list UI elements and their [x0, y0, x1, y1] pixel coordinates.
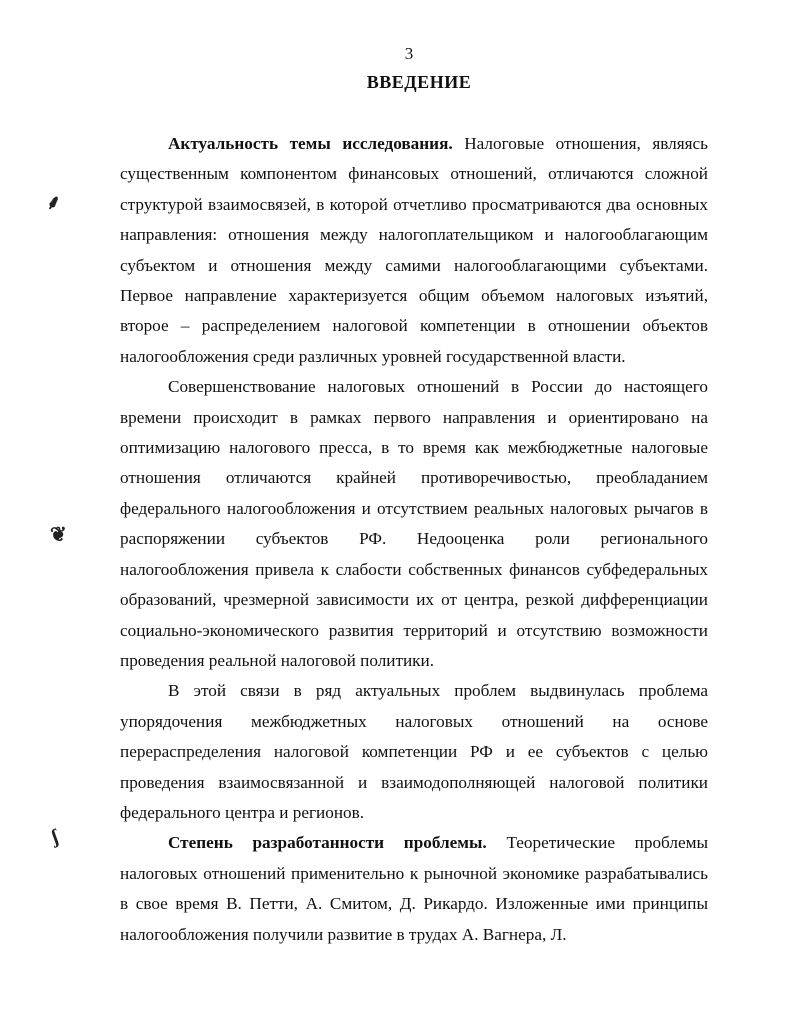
paragraph-relevance — [120, 129, 708, 372]
paragraph-text: В этой связи в ряд актуальных проблем выдвинулась проблема упорядочения межбюджетных налоговых отношений на основе перераспределения налоговой компетенции РФ и ее субъектов с целью проведения взаимосвязанной и взаимодополняющей налоговой политики федерального центра и регионов. — [120, 681, 708, 822]
paragraph-development — [120, 828, 708, 950]
margin-mark: ❦ — [50, 524, 67, 546]
paragraph-problem — [120, 676, 708, 828]
paragraph-lead: Степень разработанности проблемы. — [168, 833, 487, 853]
paragraph-lead: Актуальность темы исследования. — [168, 134, 453, 153]
margin-mark: ⸙ — [46, 192, 61, 214]
paragraph-text: Налоговые отношения, являясь существенным компонентом финансовых отношений, отличаются сложной структурой взаимосвязей, в которой отчетливо просматриваются два основных направления: отношения между налогоплательщиком и налогооблагающим субъектом и отношения между самими налогооблагающими субъектами. Первое направление характеризуется общим объемом налоговых изъятий, второе – распределением налоговой компетенции в отношении объектов налогообложения среди различных уровней государственной власти. — [120, 134, 708, 366]
paragraph-improvement — [120, 372, 708, 676]
page-title: ВВЕДЕНИЕ — [366, 72, 472, 92]
page-number: 3 — [404, 44, 414, 63]
margin-mark: ʃ — [48, 825, 62, 849]
document-body — [120, 129, 708, 950]
paragraph-text: Теоретические проблемы налоговых отношений применительно к рыночной экономике разрабатывались в свое время В. Петти, А. Смитом, Д. Рикардо. Изложенные ими принципы налогообложения получили развитие в трудах А. Вагнера, Л. — [120, 833, 709, 944]
paragraph-text: Совершенствование налоговых отношений в России до настоящего времени происходит в рамках первого направления и ориентировано на оптимизацию налогового пресса, в то время как межбюджетные налоговые отношения отличаются крайней противоречивостью, преобладанием федерального налогообложения и отсутствием реальных налоговых рычагов в распоряжении субъектов РФ. Недооценка роли регионального налогообложения привела к слабости собственных финансов субфедеральных образований, чрезмерной зависимости их от центра, резкой дифференциации социально-экономического развития территорий и отсутствию возможности проведения реальной налоговой политики. — [120, 377, 708, 670]
